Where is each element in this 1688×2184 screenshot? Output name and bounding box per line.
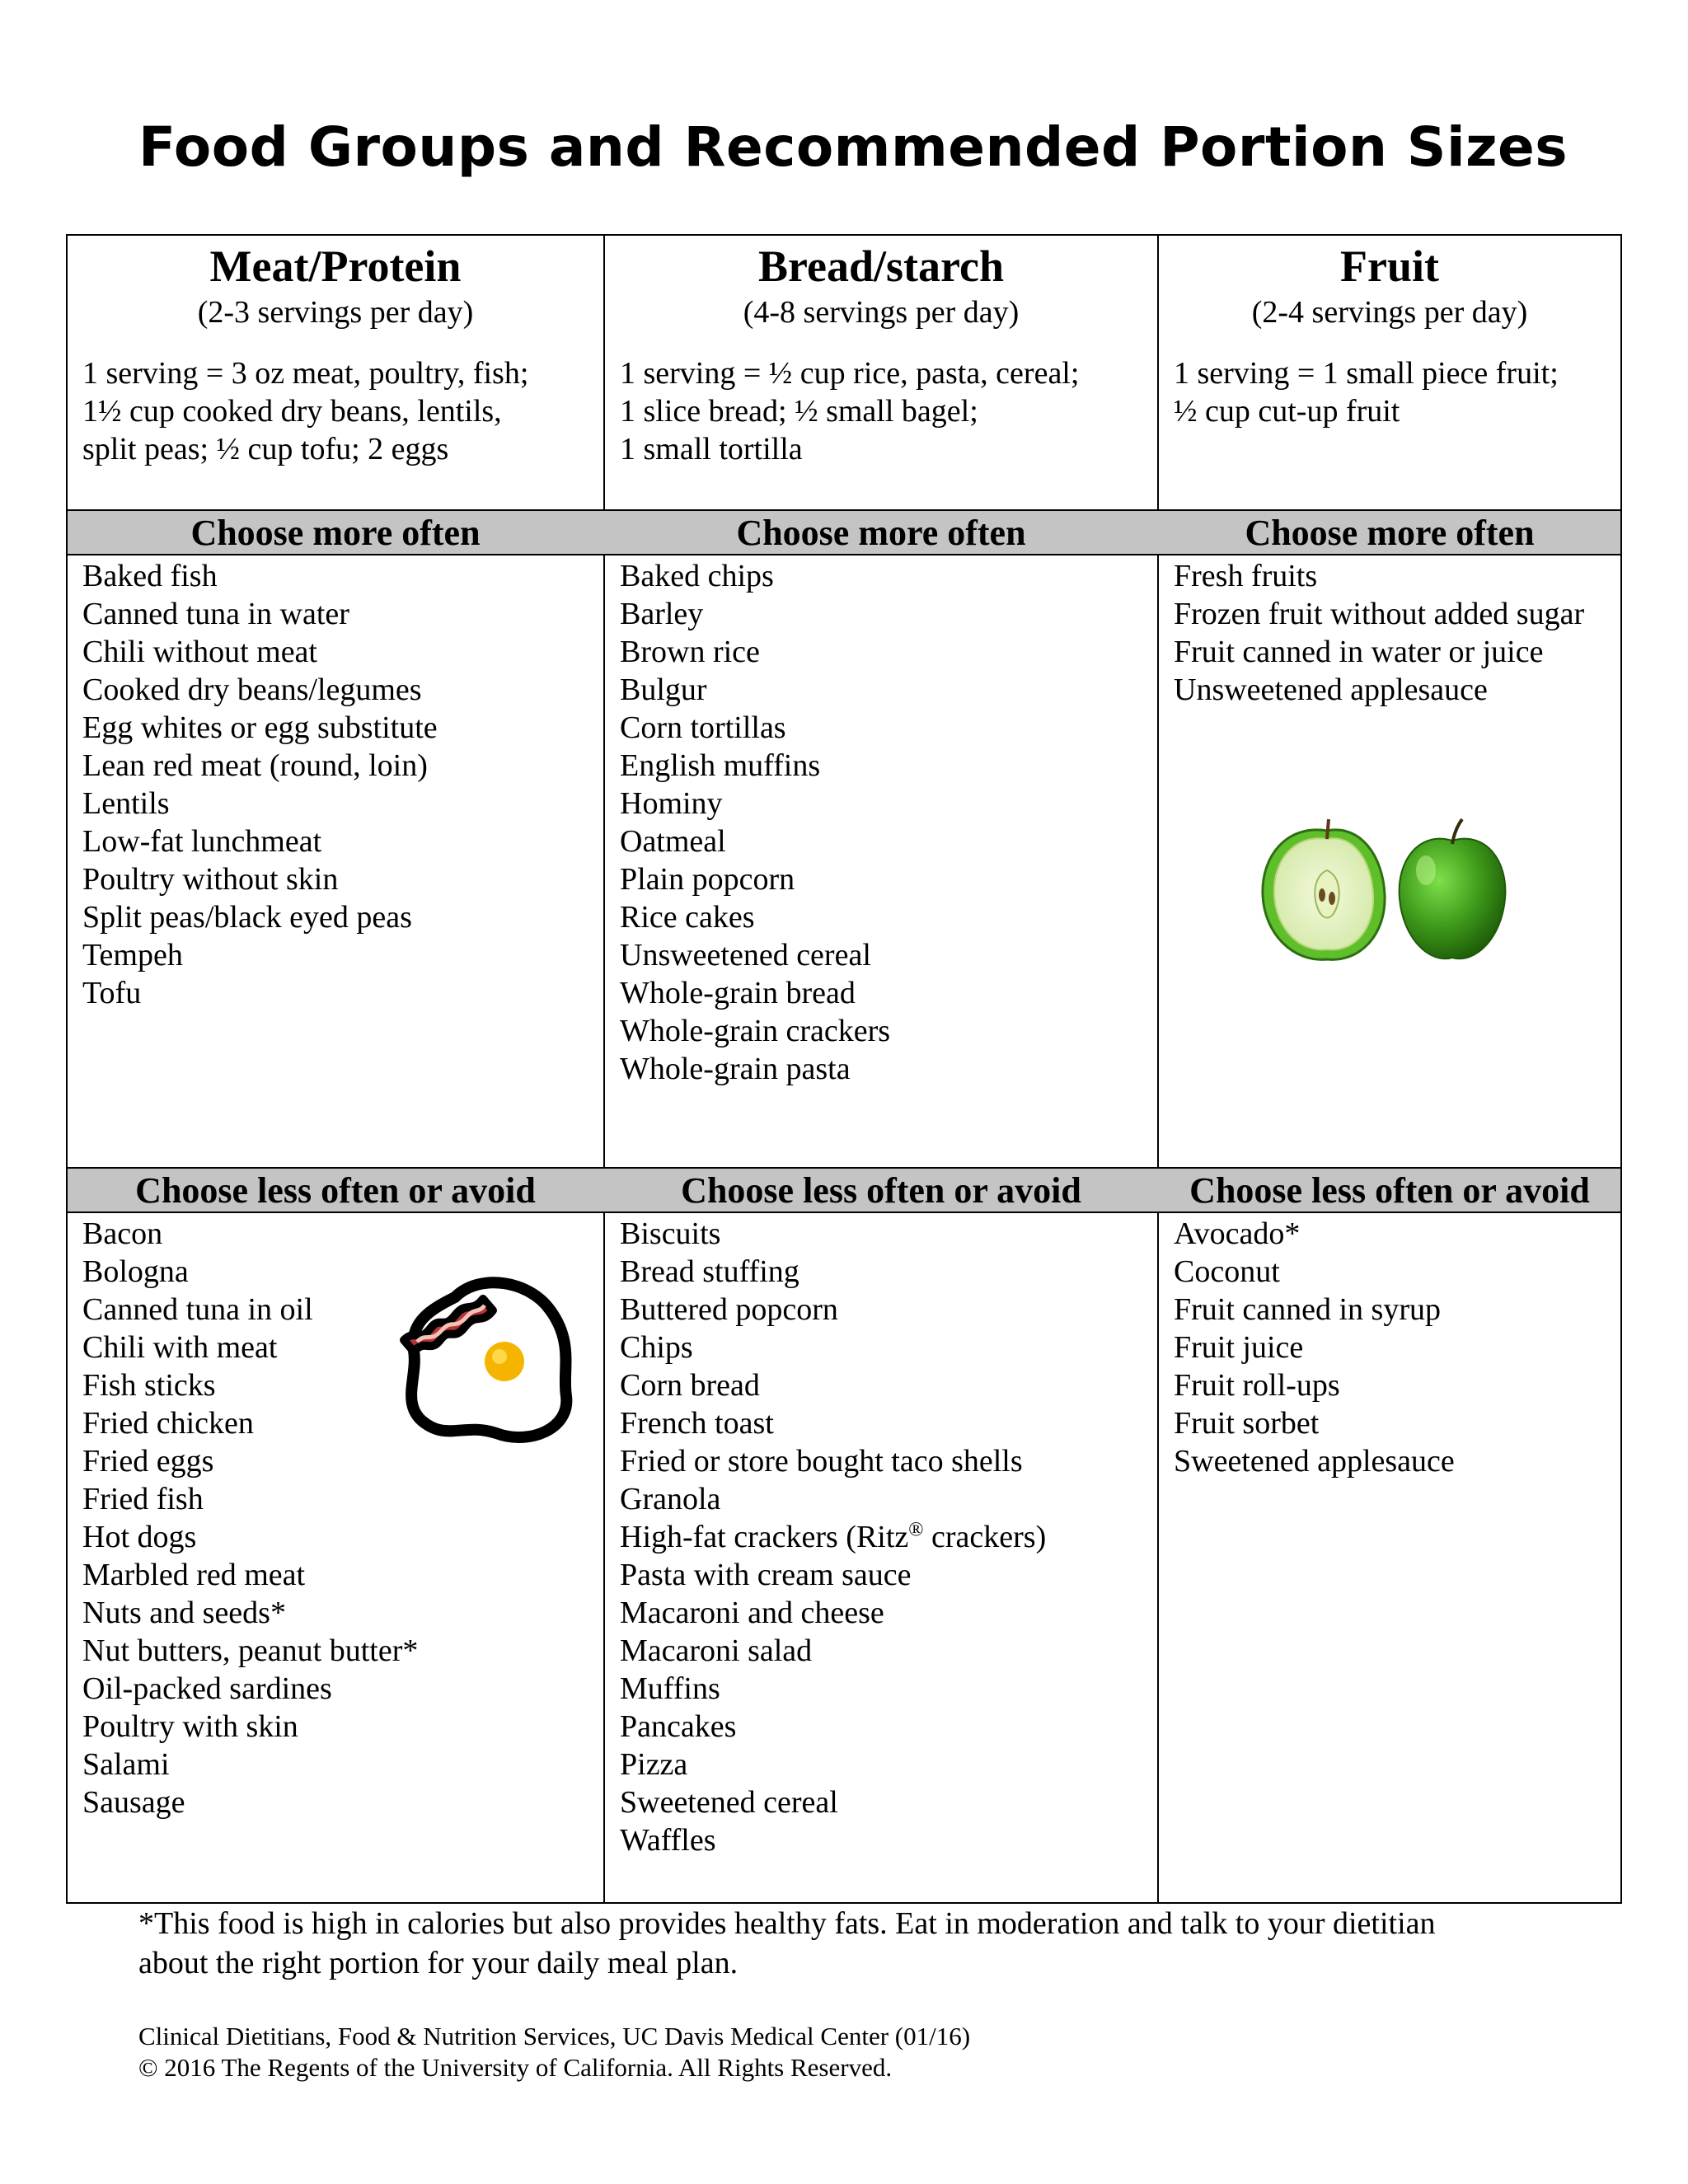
list-item: Lentils [82,786,170,821]
list-item: Oatmeal [620,824,726,859]
serving-definition [1159,354,1620,430]
list-item: Oil-packed sardines [82,1671,332,1706]
fruit-header [1159,236,1620,511]
list-item: Baked chips [620,559,774,593]
list-item: Buttered popcorn [620,1292,838,1327]
list-item: Coconut [1174,1254,1280,1289]
list-item: Muffins [620,1671,720,1706]
credit-line: Clinical Dietitians, Food & Nutrition Services, UC Davis Medical Center (01/16) [138,2022,971,2050]
list-item: Cooked dry beans/legumes [82,673,422,707]
bacon-and-egg-icon [397,1264,587,1454]
bread-starch-header [605,236,1157,511]
list-item: Sweetened cereal [620,1785,838,1820]
list-item: Granola [620,1482,721,1516]
list-item: Pizza [620,1747,688,1782]
list-item: Hominy [620,786,723,821]
credits [138,2021,1540,2083]
serving-line: 1 serving = 3 oz meat, poultry, fish; [82,356,529,391]
serving-definition [68,354,603,468]
copyright-line: © 2016 The Regents of the University of California. All Rights Reserved. [138,2053,893,2082]
list-item: Plain popcorn [620,862,795,897]
list-item: Fruit roll-ups [1174,1368,1340,1403]
list-item-tail: crackers) [923,1520,1047,1554]
list-item: Bologna [82,1254,189,1289]
serving-line: ½ cup cut-up fruit [1174,394,1400,429]
list-item: French toast [620,1406,774,1441]
list-item: Pancakes [620,1709,737,1744]
list-item: Chili with meat [82,1330,278,1365]
list-item: Fresh fruits [1174,559,1318,593]
list-item: Macaroni salad [620,1633,813,1668]
list-item: Unsweetened applesauce [1174,673,1488,707]
list-item: Hot dogs [82,1520,197,1554]
band-label: Choose more often [1245,513,1535,553]
list-item: Unsweetened cereal [620,938,871,972]
list-item: Fish sticks [82,1368,216,1403]
list-item: Whole-grain crackers [620,1014,891,1048]
serving-line: split peas; ½ cup tofu; 2 eggs [82,432,449,466]
list-item: Poultry with skin [82,1709,298,1744]
serving-line: 1 slice bread; ½ small bagel; [620,394,978,429]
list-item: Low-fat lunchmeat [82,824,322,859]
choose-less-band [68,1167,1620,1213]
list-item: Split peas/black eyed peas [82,900,412,935]
choose-more-band [68,509,1620,555]
food-groups-table [66,234,1622,1904]
band-label: Choose less often or avoid [1189,1170,1590,1211]
list-item: Fried chicken [82,1406,254,1441]
list-item [620,1518,1157,1556]
list-item: Fruit canned in water or juice [1174,635,1544,669]
list-item: Macaroni and cheese [620,1596,884,1630]
band-label: Choose less often or avoid [681,1170,1081,1211]
list-item: Sweetened applesauce [1174,1444,1455,1479]
list-item: Avocado* [1174,1216,1301,1251]
list-item: Barley [620,597,704,631]
list-item: Rice cakes [620,900,755,935]
list-item: Whole-grain bread [620,976,856,1010]
list-item: Corn tortillas [620,710,786,745]
list-item: Whole-grain pasta [620,1052,851,1086]
list-item: Chips [620,1330,693,1365]
list-item: Lean red meat (round, loin) [82,748,428,783]
list-item: Chili without meat [82,635,317,669]
footnote [138,1904,1606,1983]
list-item: Fried or store bought taco shells [620,1444,1023,1479]
fruit-more-list [1159,557,1620,709]
list-item: Poultry without skin [82,862,339,897]
list-item: Salami [82,1747,170,1782]
band-label: Choose more often [190,513,481,553]
list-item: Marbled red meat [82,1558,306,1592]
list-item: Canned tuna in oil [82,1292,313,1327]
page-title: Food Groups and Recommended Portion Sizes [138,115,1568,179]
meat-more-list [68,557,603,1012]
registered-mark: ® [908,1519,924,1541]
fruit-less-list [1159,1215,1620,1480]
list-item: Fried fish [82,1482,204,1516]
list-item: Nut butters, peanut butter* [82,1633,419,1668]
group-servings: (2-4 servings per day) [1251,295,1528,330]
list-item: Nuts and seeds* [82,1596,286,1630]
green-apples-icon [1254,813,1518,977]
list-item: Tofu [82,976,142,1010]
list-item: Frozen fruit without added sugar [1174,597,1585,631]
list-item: English muffins [620,748,821,783]
list-item: Brown rice [620,635,760,669]
list-item: Sausage [82,1785,185,1820]
list-item: Fruit canned in syrup [1174,1292,1442,1327]
list-item: Fruit sorbet [1174,1406,1320,1441]
list-item: Bread stuffing [620,1254,799,1289]
footnote-line: about the right portion for your daily meal plan. [138,1946,738,1980]
meat-protein-header [68,236,603,511]
list-item: Tempeh [82,938,183,972]
group-name: Meat/Protein [209,241,462,291]
list-item: Biscuits [620,1216,721,1251]
list-item: Corn bread [620,1368,760,1403]
list-item: Pasta with cream sauce [620,1558,912,1592]
list-item: Waffles [620,1823,716,1858]
serving-definition [605,354,1157,468]
serving-line: 1½ cup cooked dry beans, lentils, [82,394,502,429]
bread-less-list [605,1215,1157,1859]
serving-line: 1 serving = 1 small piece fruit; [1174,356,1559,391]
bread-more-list [605,557,1157,1088]
list-item-text: High-fat crackers (Ritz [620,1520,909,1554]
group-servings: (2-3 servings per day) [197,295,474,330]
footnote-line: *This food is high in calories but also provides healthy fats. Eat in moderation and talk to your dietitian [138,1906,1436,1941]
list-item: Baked fish [82,559,218,593]
list-item: Bacon [82,1216,163,1251]
group-servings: (4-8 servings per day) [743,295,1020,330]
list-item: Fruit juice [1174,1330,1304,1365]
list-item: Egg whites or egg substitute [82,710,438,745]
band-label: Choose more often [736,513,1026,553]
group-name: Fruit [1340,241,1439,291]
serving-line: 1 serving = ½ cup rice, pasta, cereal; [620,356,1080,391]
list-item: Bulgur [620,673,707,707]
serving-line: 1 small tortilla [620,432,803,466]
band-label: Choose less often or avoid [135,1170,536,1211]
list-item: Canned tuna in water [82,597,349,631]
list-item: Fried eggs [82,1444,214,1479]
group-name: Bread/starch [757,241,1004,291]
